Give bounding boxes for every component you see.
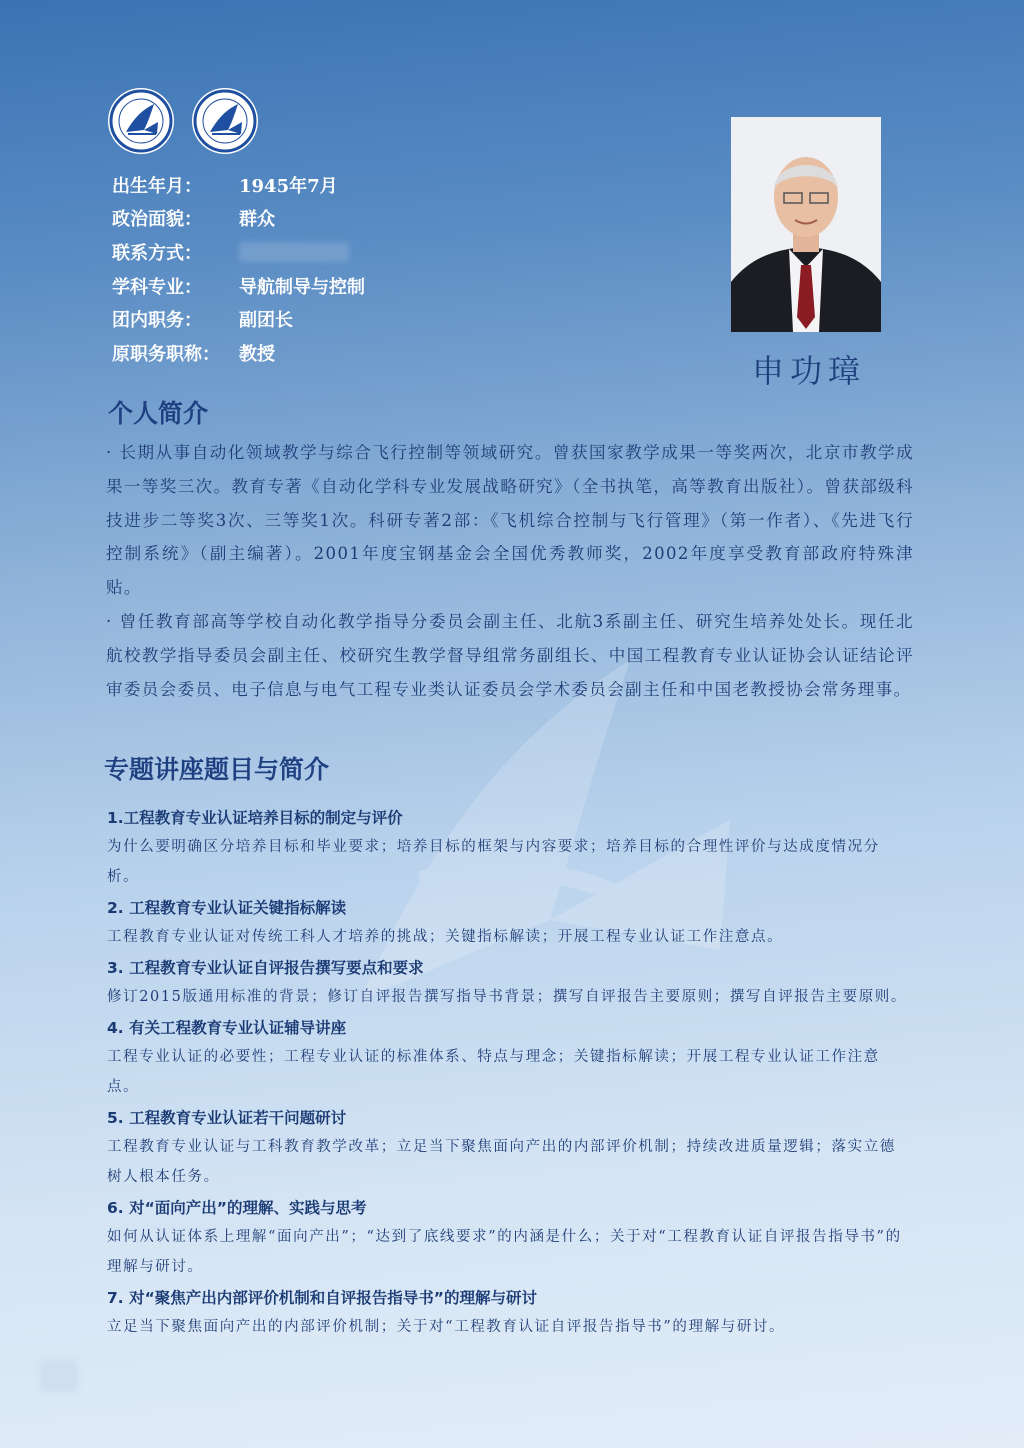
info-row-contact [112,235,365,269]
lecture-item [107,1284,907,1342]
lecture-title: 5. 工程教育专业认证若干问题研讨 [107,1109,347,1127]
lecture-item [107,1194,907,1282]
lecture-title: 4. 有关工程教育专业认证辅导讲座 [107,1019,347,1037]
info-value: 导航制导与控制 [239,276,365,298]
lecture-item [107,954,907,1012]
redacted-contact [239,242,349,262]
lecture-title: 7. 对“聚焦产出内部评价机制和自评报告指导书”的理解与研讨 [107,1289,537,1307]
college-logo-icon [192,88,258,154]
bio-paragraph: · 长期从事自动化领域教学与综合飞行控制等领域研究。曾获国家教学成果一等奖两次，北京市教学成果一等奖三次。教育专著《自动化学科专业发展战略研究》（全书执笔，高等教育出版社）。曾获部级科技进步二等奖3次、三等奖1次。科研专著2部：《飞机综合控制与飞行管理》（第一作者）、《先进飞行控制系统》（副主编著）。2001年度宝钢基金会全国优秀教师奖，2002年度享受教育部政府特殊津贴。 [106,443,914,598]
info-value: 1945年7月 [239,175,338,197]
info-label: 原职务职称： [112,343,220,365]
lecture-list [107,804,907,1344]
university-logo-icon [108,88,174,154]
info-row-position [112,302,365,336]
university-logos [108,88,258,154]
lecture-title: 3. 工程教育专业认证自评报告撰写要点和要求 [107,959,424,977]
personal-info [112,168,365,370]
lecture-description: 工程教育专业认证与工科教育教学改革；立足当下聚焦面向产出的内部评价机制；持续改进质量逻辑；落实立德树人根本任务。 [107,1139,896,1185]
lecture-description: 如何从认证体系上理解“面向产出”；“达到了底线要求”的内涵是什么；关于对“工程教育认证自评报告指导书”的理解与研讨。 [107,1229,902,1275]
info-row-politics [112,202,365,236]
lecture-item [107,1014,907,1102]
person-name: 申功璋 [752,352,867,390]
info-label: 团内职务： [112,310,202,332]
info-row-title [112,336,365,370]
lecture-description: 工程教育专业认证对传统工科人才培养的挑战；关键指标解读；开展工程专业认证工作注意点。 [107,929,784,945]
bio-heading: 个人简介 [108,399,209,428]
lecture-description: 立足当下聚焦面向产出的内部评价机制；关于对“工程教育认证自评报告指导书”的理解与研讨。 [107,1319,786,1335]
lecture-title: 2. 工程教育专业认证关键指标解读 [107,899,347,917]
info-label: 出生年月： [112,175,202,197]
info-row-discipline [112,269,365,303]
lecture-item [107,1104,907,1192]
info-label: 政治面貌： [112,209,202,231]
lecture-title: 6. 对“面向产出”的理解、实践与思考 [107,1199,367,1217]
info-value: 群众 [239,209,275,231]
info-value: 副团长 [239,310,293,332]
lecture-item [107,894,907,952]
page-number-redacted [40,1360,78,1392]
lectures-heading: 专题讲座题目与简介 [104,755,330,784]
lecture-description: 为什么要明确区分培养目标和毕业要求；培养目标的框架与内容要求；培养目标的合理性评价与达成度情况分析。 [107,839,880,885]
info-value: 教授 [239,343,275,365]
lecture-description: 工程专业认证的必要性；工程专业认证的标准体系、特点与理念；关键指标解读；开展工程专业认证工作注意点。 [107,1049,880,1095]
bio-paragraph: · 曾任教育部高等学校自动化教学指导分委员会副主任、北航3系副主任、研究生培养处处长。现任北航校教学指导委员会副主任、校研究生教学督导组常务副组长、中国工程教育专业认证协会认证结论评审委员会委员、电子信息与电气工程专业类认证委员会学术委员会副主任和中国老教授协会常务理事。 [106,611,914,699]
lecture-item [107,804,907,892]
info-label: 联系方式： [112,242,202,264]
info-label: 学科专业： [112,276,202,298]
info-row-birth [112,168,365,202]
lecture-title: 1.工程教育专业认证培养目标的制定与评价 [107,809,403,827]
bio-text [106,436,914,706]
lecture-description: 修订2015版通用标准的背景；修订自评报告撰写指导书背景；撰写自评报告主要原则；撰写自评报告主要原则。 [107,989,907,1005]
portrait-photo [731,117,881,332]
